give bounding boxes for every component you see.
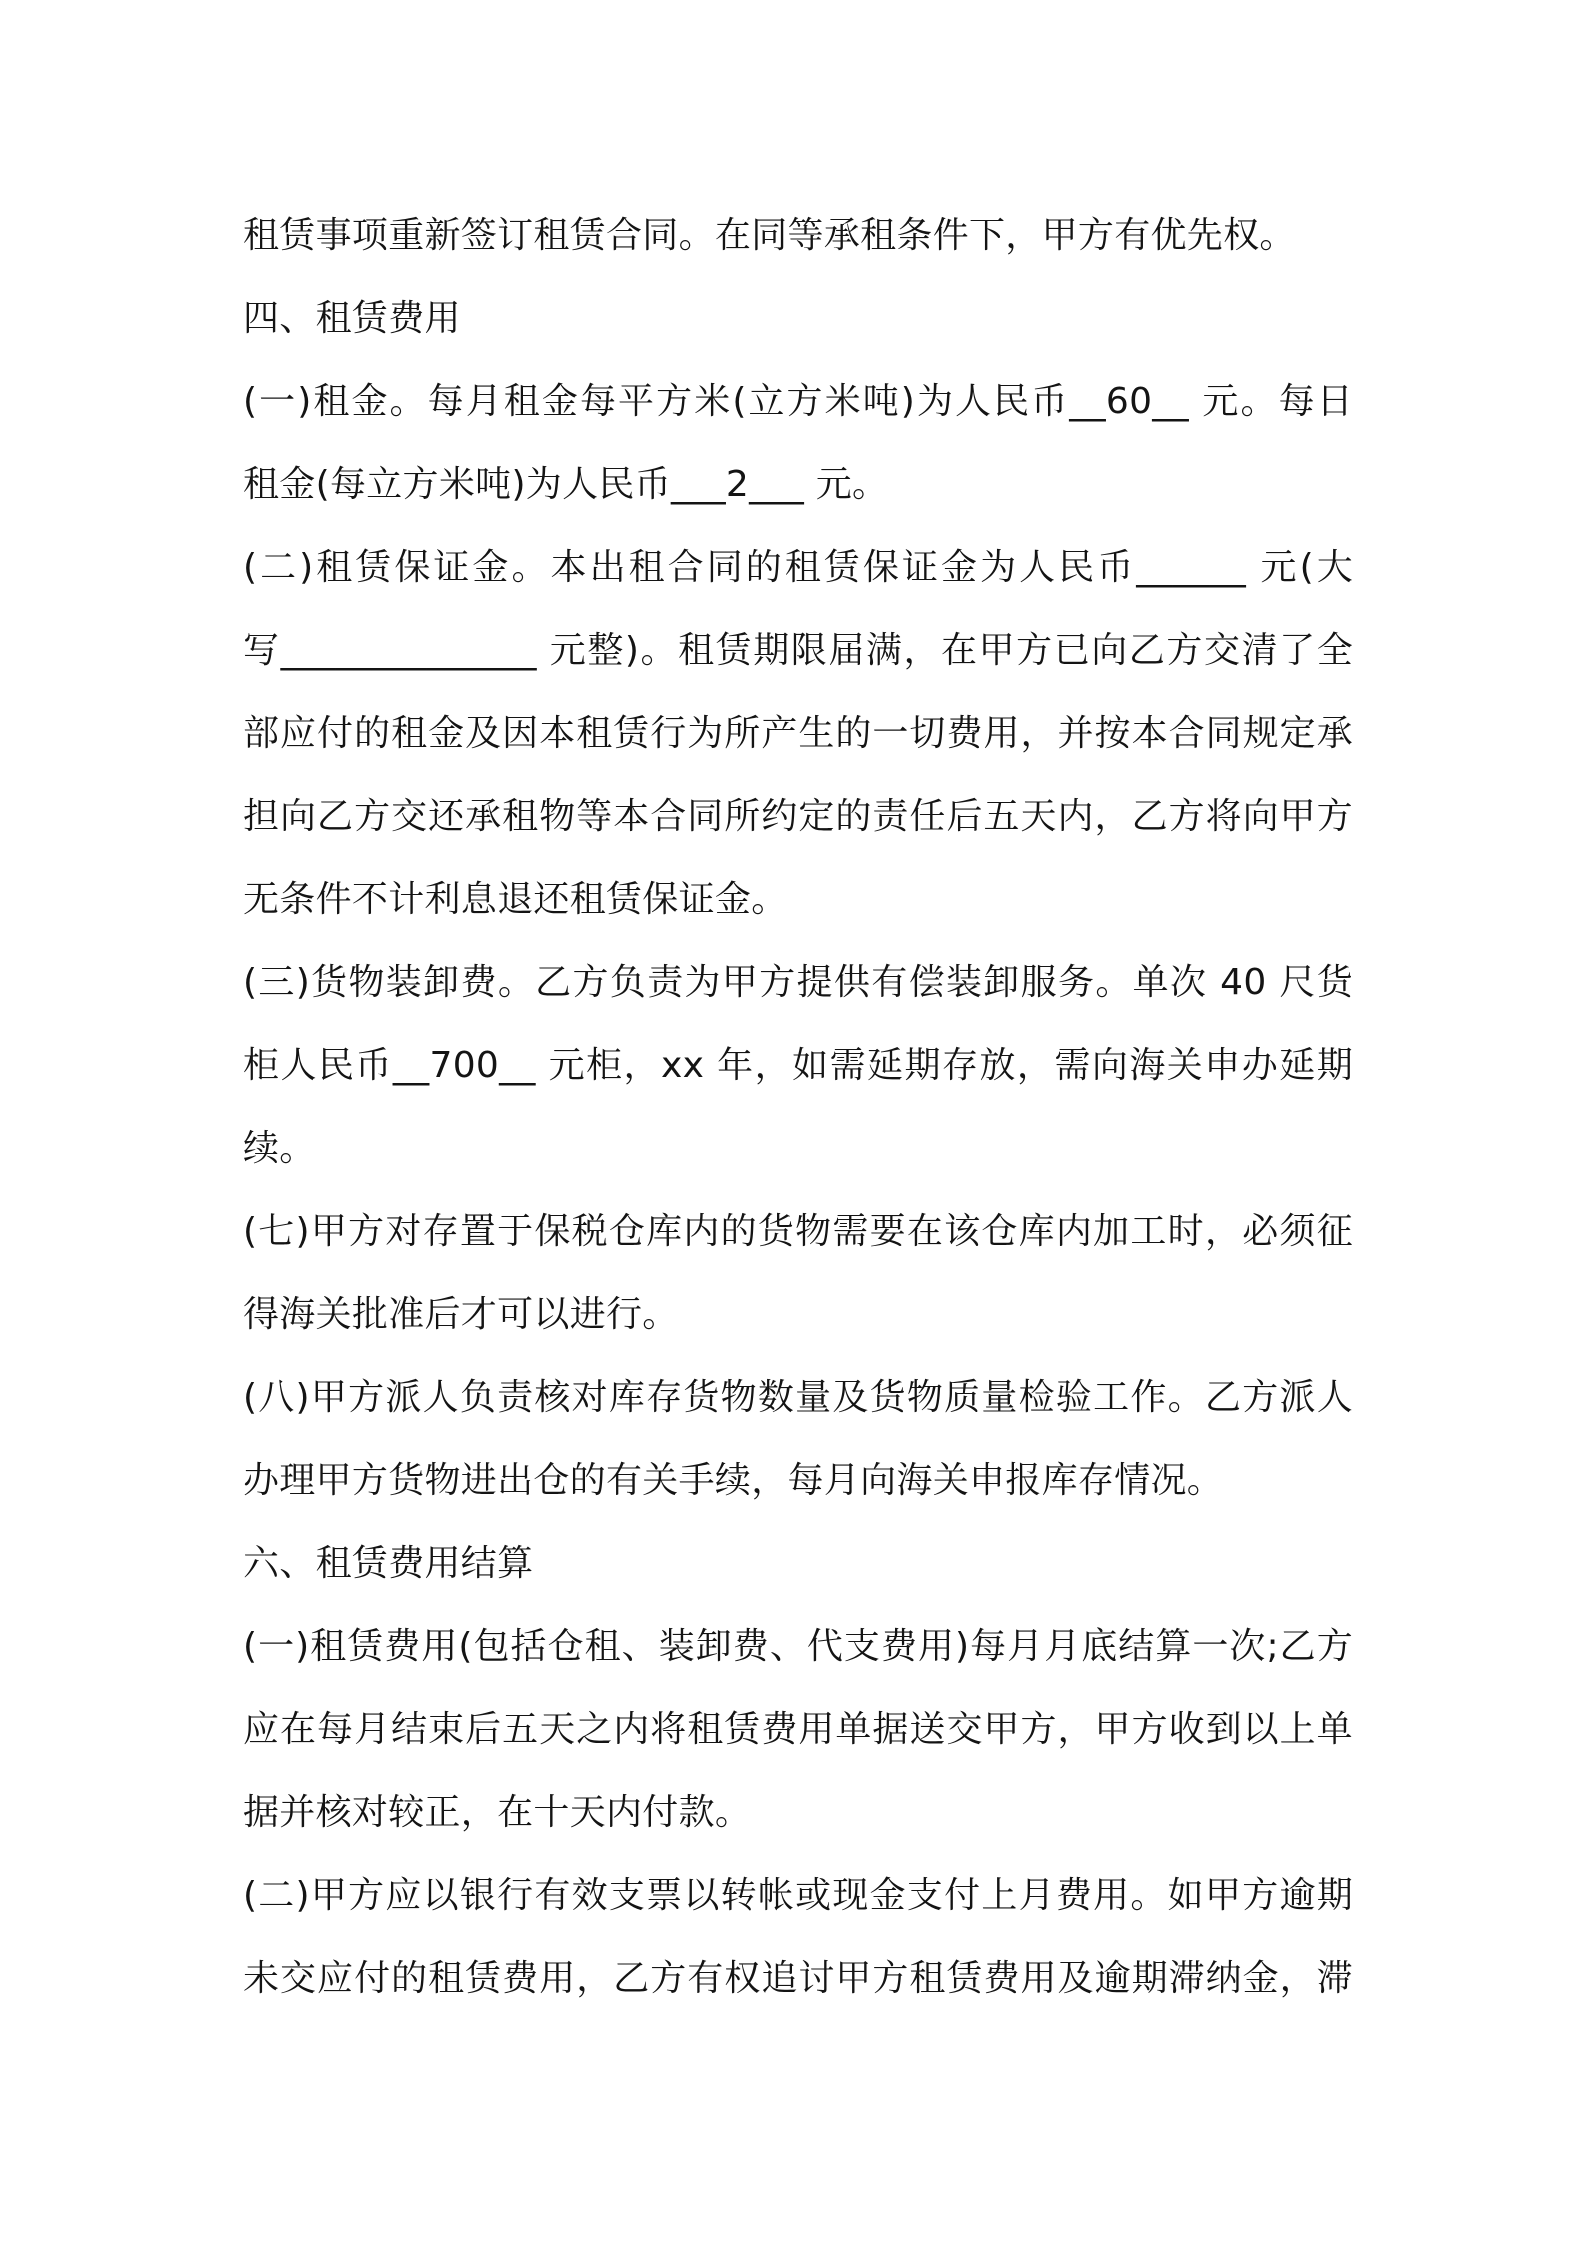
text-line-10: (三)货物装卸费。乙方负责为甲方提供有偿装卸服务。单次 40 尺货 <box>243 962 1353 1003</box>
text-line-16: 办理甲方货物进出仓的有关手续，每月向海关申报库存情况。 <box>243 1460 1224 1501</box>
text-line-19: 应在每月结束后五天之内将租赁费用单据送交甲方，甲方收到以上单 <box>243 1709 1353 1750</box>
text-line-12: 续。 <box>243 1128 316 1169</box>
text-line-20: 据并核对较正，在十天内付款。 <box>243 1792 752 1833</box>
text-line-4: 租金(每立方米吨)为人民币___2___ 元。 <box>243 464 889 505</box>
text-line-3: (一)租金。每月租金每平方米(立方米吨)为人民币__60__ 元。每日 <box>243 381 1353 422</box>
text-line-15: (八)甲方派人负责核对库存货物数量及货物质量检验工作。乙方派人 <box>243 1377 1353 1418</box>
text-line-7: 部应付的租金及因本租赁行为所产生的一切费用，并按本合同规定承 <box>243 713 1353 754</box>
section-heading-6: 六、租赁费用结算 <box>243 1543 534 1584</box>
text-line-14: 得海关批准后才可以进行。 <box>243 1294 679 1335</box>
text-line-21: (二)甲方应以银行有效支票以转帐或现金支付上月费用。如甲方逾期 <box>243 1875 1353 1916</box>
text-line-18: (一)租赁费用(包括仓租、装卸费、代支费用)每月月底结算一次;乙方 <box>243 1626 1353 1667</box>
document-body <box>243 194 1353 2020</box>
text-line-6: 写______________ 元整)。租赁期限届满，在甲方已向乙方交清了全 <box>243 630 1353 671</box>
text-line-13: (七)甲方对存置于保税仓库内的货物需要在该仓库内加工时，必须征 <box>243 1211 1353 1252</box>
text-line-8: 担向乙方交还承租物等本合同所约定的责任后五天内，乙方将向甲方 <box>243 796 1353 837</box>
text-line-9: 无条件不计利息退还租赁保证金。 <box>243 879 788 920</box>
text-line-5: (二)租赁保证金。本出租合同的租赁保证金为人民币______ 元(大 <box>243 547 1353 588</box>
section-heading-4: 四、租赁费用 <box>243 298 461 339</box>
text-line-22: 未交应付的租赁费用，乙方有权追讨甲方租赁费用及逾期滞纳金，滞 <box>243 1958 1353 1999</box>
text-line-1: 租赁事项重新签订租赁合同。在同等承租条件下，甲方有优先权。 <box>243 215 1296 256</box>
text-line-11: 柜人民币__700__ 元柜，xx 年，如需延期存放，需向海关申办延期 <box>243 1045 1353 1086</box>
